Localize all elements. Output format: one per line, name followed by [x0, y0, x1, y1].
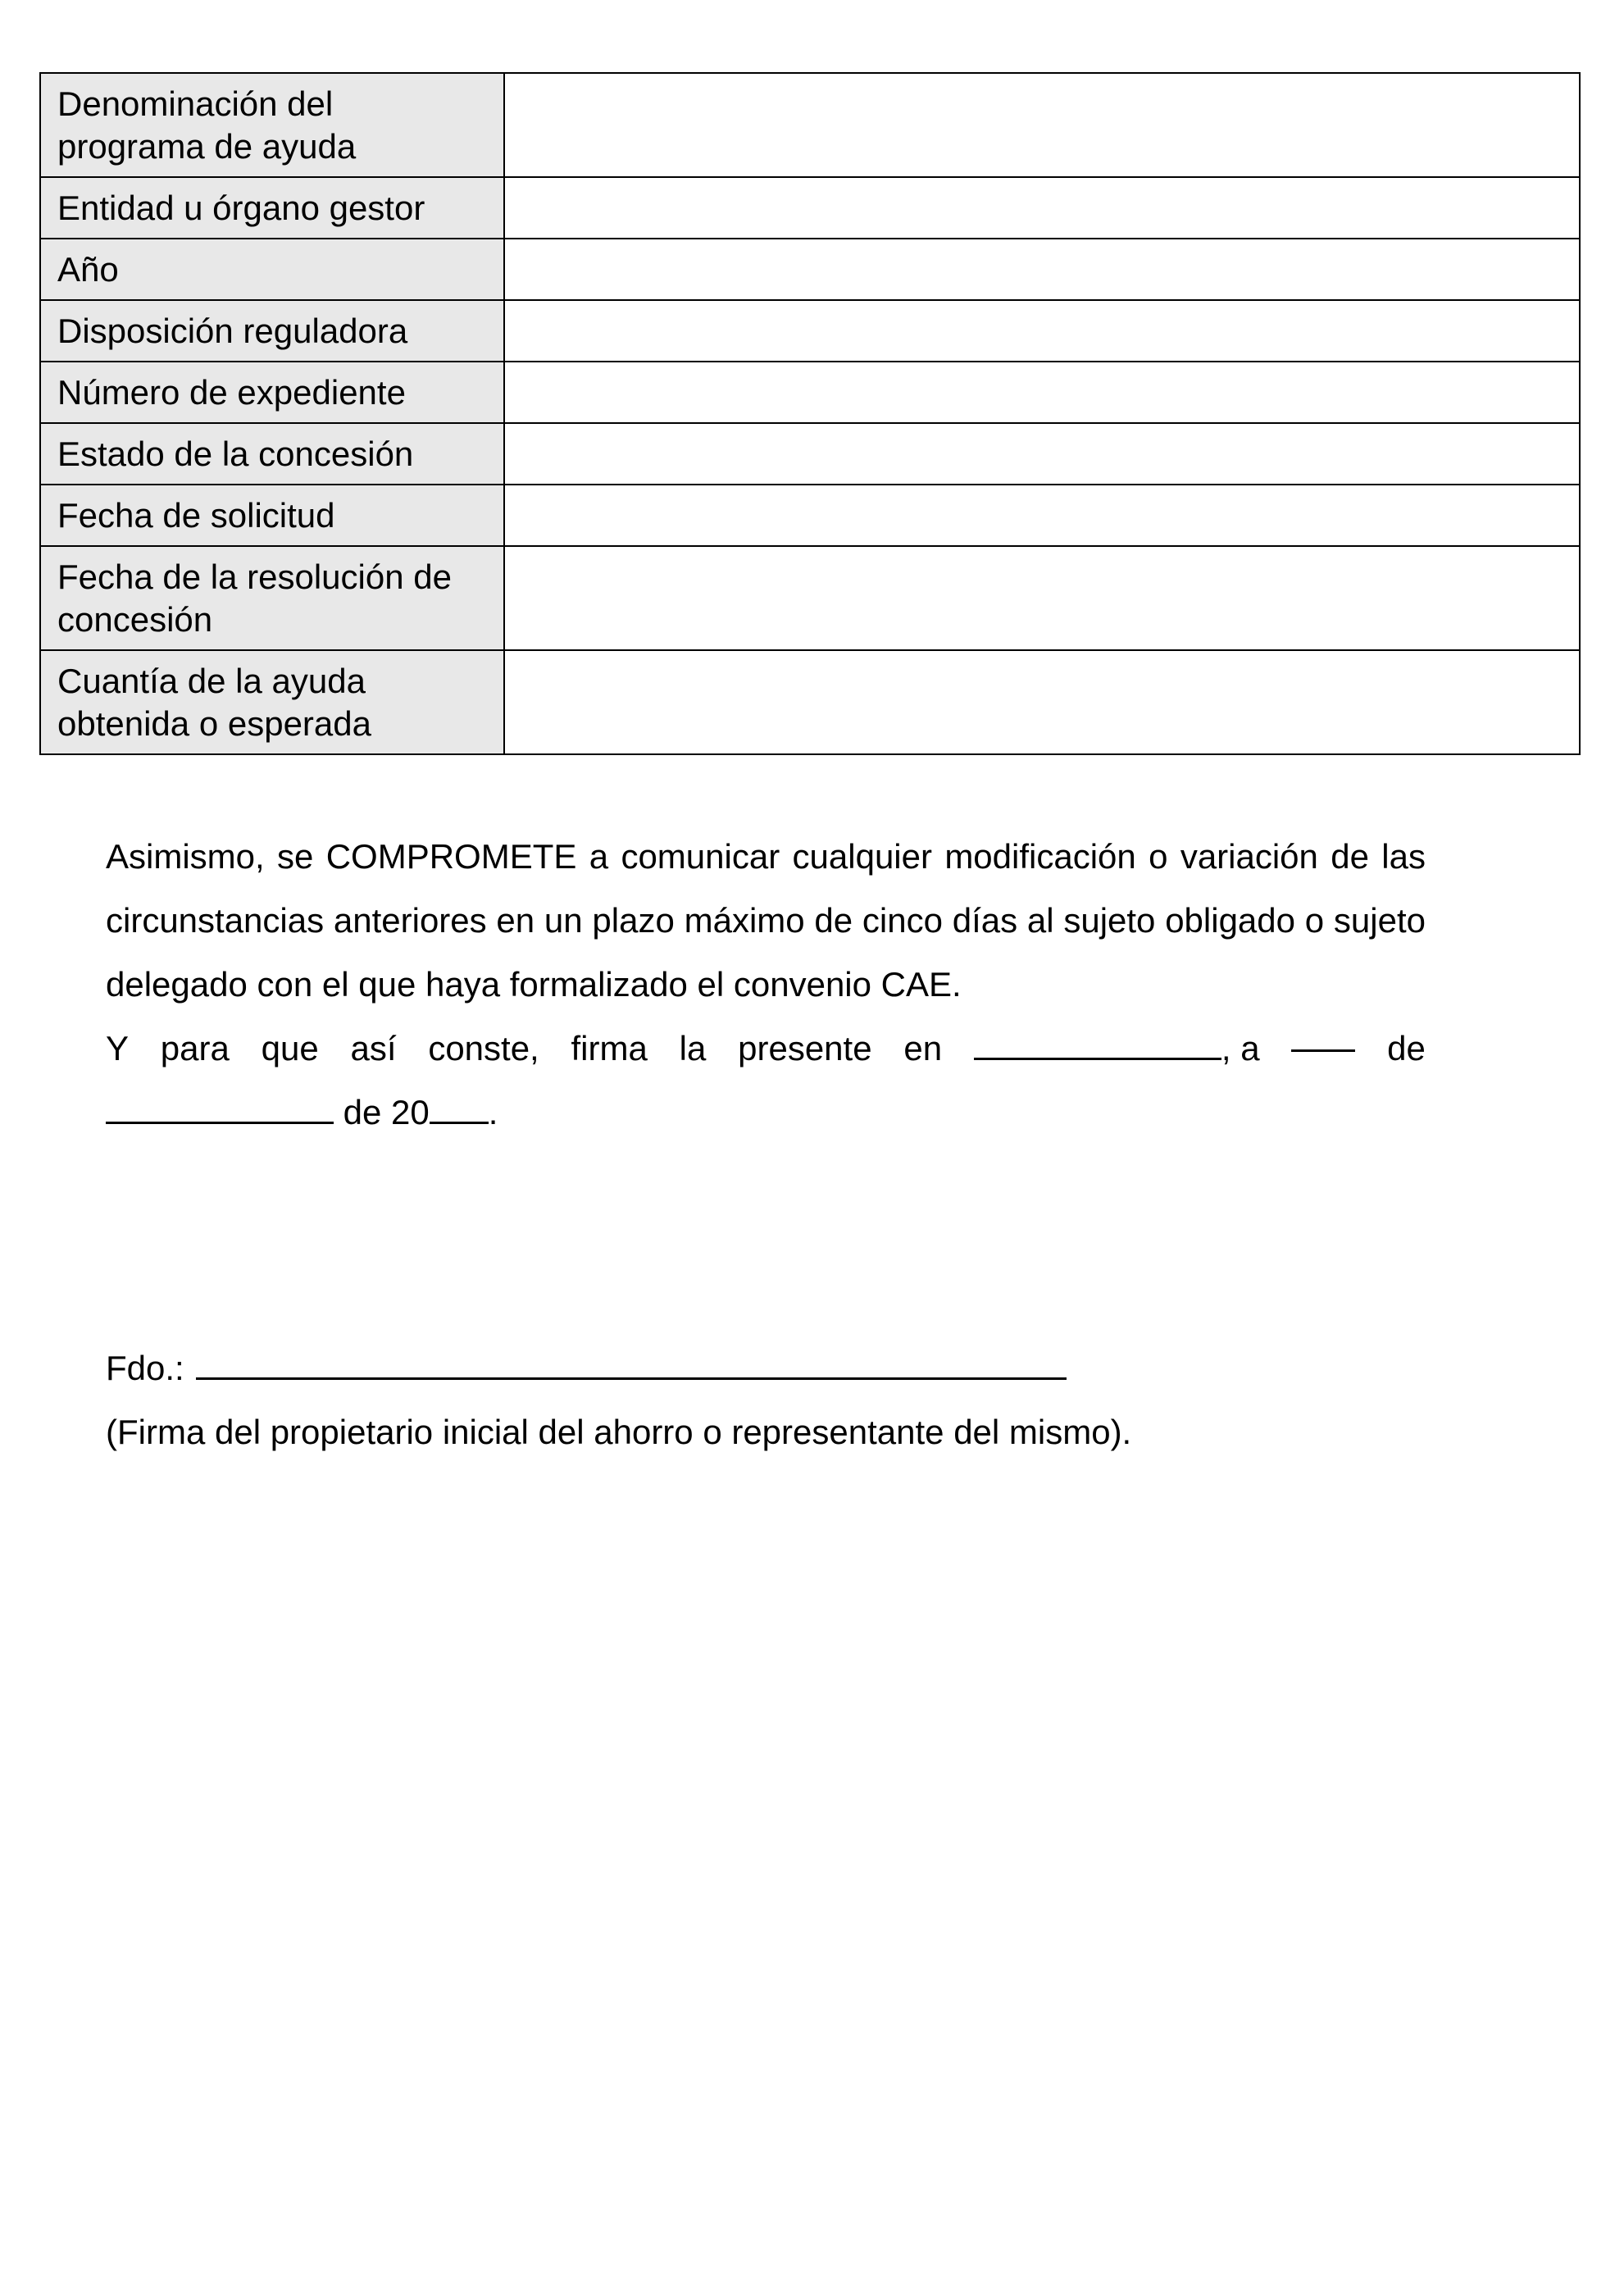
label-program-name: Denominación del programa de ayuda	[40, 73, 504, 177]
year-blank[interactable]	[430, 1089, 489, 1124]
value-grant-status[interactable]	[504, 423, 1580, 485]
value-resolution-date[interactable]	[504, 546, 1580, 650]
table-row	[40, 73, 1580, 177]
value-managing-entity[interactable]	[504, 177, 1580, 239]
table-row	[40, 362, 1580, 423]
place-group	[974, 1017, 1260, 1081]
signature-block	[106, 1336, 1131, 1464]
statement-word: la	[679, 1029, 707, 1067]
signature-statement	[106, 1017, 1426, 1145]
label-year: Año	[40, 239, 504, 300]
table-row	[40, 485, 1580, 546]
value-application-date[interactable]	[504, 485, 1580, 546]
statement-word: firma	[571, 1029, 648, 1067]
signature-statement-line-2	[106, 1081, 1426, 1145]
label-application-date: Fecha de solicitud	[40, 485, 504, 546]
statement-word: que	[261, 1029, 319, 1067]
value-aid-amount[interactable]	[504, 650, 1580, 754]
period-text: .	[488, 1093, 498, 1131]
label-managing-entity: Entidad u órgano gestor	[40, 177, 504, 239]
table-row	[40, 650, 1580, 754]
table-row	[40, 423, 1580, 485]
statement-word: en	[903, 1029, 943, 1067]
statement-word: Y	[106, 1029, 130, 1067]
fdo-label: Fdo.:	[106, 1349, 184, 1387]
table-row	[40, 300, 1580, 362]
month-blank[interactable]	[106, 1089, 334, 1124]
label-aid-amount: Cuantía de la ayuda obtenida o esperada	[40, 650, 504, 754]
table-row	[40, 239, 1580, 300]
label-grant-status: Estado de la concesión	[40, 423, 504, 485]
label-regulatory-provision: Disposición reguladora	[40, 300, 504, 362]
statement-word: para	[160, 1029, 230, 1067]
de-text: de	[1387, 1029, 1426, 1067]
aid-program-table	[39, 72, 1581, 755]
value-regulatory-provision[interactable]	[504, 300, 1580, 362]
statement-word: conste,	[428, 1029, 539, 1067]
value-file-number[interactable]	[504, 362, 1580, 423]
signature-caption: (Firma del propietario inicial del ahorro o representante del mismo).	[106, 1413, 1132, 1451]
label-file-number: Número de expediente	[40, 362, 504, 423]
de-20-text: de 20	[343, 1093, 430, 1131]
label-resolution-date: Fecha de la resolución de concesión	[40, 546, 504, 650]
value-year[interactable]	[504, 239, 1580, 300]
day-blank[interactable]	[1291, 1017, 1355, 1052]
signature-blank[interactable]	[196, 1345, 1067, 1380]
signature-statement-line-1	[106, 1017, 1426, 1081]
signature-line	[106, 1336, 1131, 1400]
table-row	[40, 177, 1580, 239]
place-blank[interactable]	[974, 1025, 1221, 1060]
comma-a-text: , a	[1221, 1029, 1260, 1067]
table-row	[40, 546, 1580, 650]
statement-word: presente	[738, 1029, 872, 1067]
statement-word: así	[350, 1029, 397, 1067]
value-program-name[interactable]	[504, 73, 1580, 177]
commitment-paragraph: Asimismo, se COMPROMETE a comunicar cualquier modificación o variación de las circunstancias anteriores en un plazo máximo de cinco días al sujeto obligado o sujeto delegado con el que haya formalizado el convenio CAE.	[106, 837, 1426, 1004]
